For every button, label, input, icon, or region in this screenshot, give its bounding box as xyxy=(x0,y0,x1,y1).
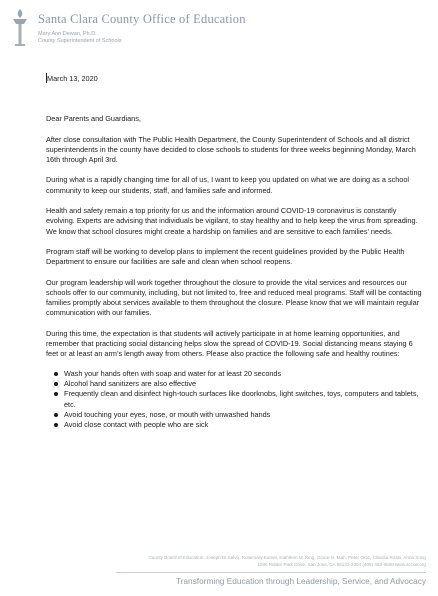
bullet-icon xyxy=(54,382,58,386)
tagline: Transforming Education through Leadership, Service, and Advocacy xyxy=(175,576,426,586)
list-item xyxy=(46,410,426,420)
bullet-icon xyxy=(54,392,58,396)
paragraph-program-staff: Program staff will be working to develop plans to implement the recent guidelines provided by the Public Health Department to ensure our facilities are safe and clean when school reopens. xyxy=(46,246,405,267)
board-members: County Board of Education: Joseph Di Salvo, Rosemary Kamei, Kathleen M. King, Grace H. Mah, Peter Ortiz, Claudia Rossi, Anna Song xyxy=(148,555,426,560)
paragraph-closure-announcement: After close consultation with The Public Health Department, the County Superintendent of Schools and all district superintendents in the county have decided to close schools to students for three weeks beginning Monday, March 16th through April 3rd. xyxy=(46,134,416,165)
list-item-text: Avoid touching your eyes, nose, or mouth with unwashed hands xyxy=(64,409,271,419)
footer xyxy=(0,552,438,596)
superintendent-title: County Superintendent of Schools xyxy=(38,38,122,44)
letter-body xyxy=(46,73,426,430)
superintendent-name: Mary Ann Dewan, Ph.D. xyxy=(38,31,97,37)
bullet-icon xyxy=(54,423,58,427)
letterhead xyxy=(8,6,428,50)
paragraph-program-leadership: Our program leadership will work together throughout the closure to provide the vital services and resources our schools offer to our community, including, but not limited to, free and reduced meal programs. Staff will be contacting families promptly about services available to them throughout the closure. Please know that we will maintain regular communication with our families. xyxy=(46,277,422,318)
letter-date-line xyxy=(46,73,426,84)
footer-divider xyxy=(116,572,426,573)
list-item-text: Alcohol hand sanitizers are also effective xyxy=(64,378,197,388)
list-item xyxy=(46,379,426,389)
healthy-routines-list xyxy=(46,369,426,431)
list-item-text: Wash your hands often with soap and water for at least 20 seconds xyxy=(64,368,282,378)
list-item xyxy=(46,389,426,410)
paragraph-health-safety: Health and safety remain a top priority for us and the information around COVID-19 coronavirus is constantly evolving. Experts are advising that individuals be vigilant, to stay healthy and to help keep the virus from spreading. We know that school closures might create a hardship on families and are sensitive to each families’ needs. xyxy=(46,206,418,236)
org-name: Santa Clara County Office of Education xyxy=(38,12,246,26)
torch-logo-icon xyxy=(8,6,32,50)
salutation: Dear Parents and Guardians, xyxy=(46,114,141,124)
list-item xyxy=(46,369,426,379)
paragraph-expectations: During this time, the expectation is that students will actively participate in at home learning opportunities, and remember that practicing social distancing helps slow the spread of COVID-19. Social distancing means staying 6 feet or at least an arm’s length away from others. Please also practice the following safe and healthy routines: xyxy=(46,328,413,359)
list-item-text: Frequently clean and disinfect high-touch surfaces like doorknobs, light switches, toys, computers and tablets, etc. xyxy=(64,389,419,409)
bullet-icon xyxy=(54,413,58,417)
list-item xyxy=(46,420,426,430)
paragraph-updates: During what is a rapidly changing time for all of us, I want to keep you updated on what we are doing as a school community to keep our students, staff, and families safe and informed. xyxy=(46,175,410,195)
address-line: 1290 Ridder Park Drive, San Jose, CA 95131-2304 (408) 453-6500 www.sccoe.org xyxy=(257,562,426,567)
list-item-text: Avoid close contact with people who are sick xyxy=(64,420,209,430)
bullet-icon xyxy=(54,372,58,376)
letter-date: March 13, 2020 xyxy=(47,74,98,83)
